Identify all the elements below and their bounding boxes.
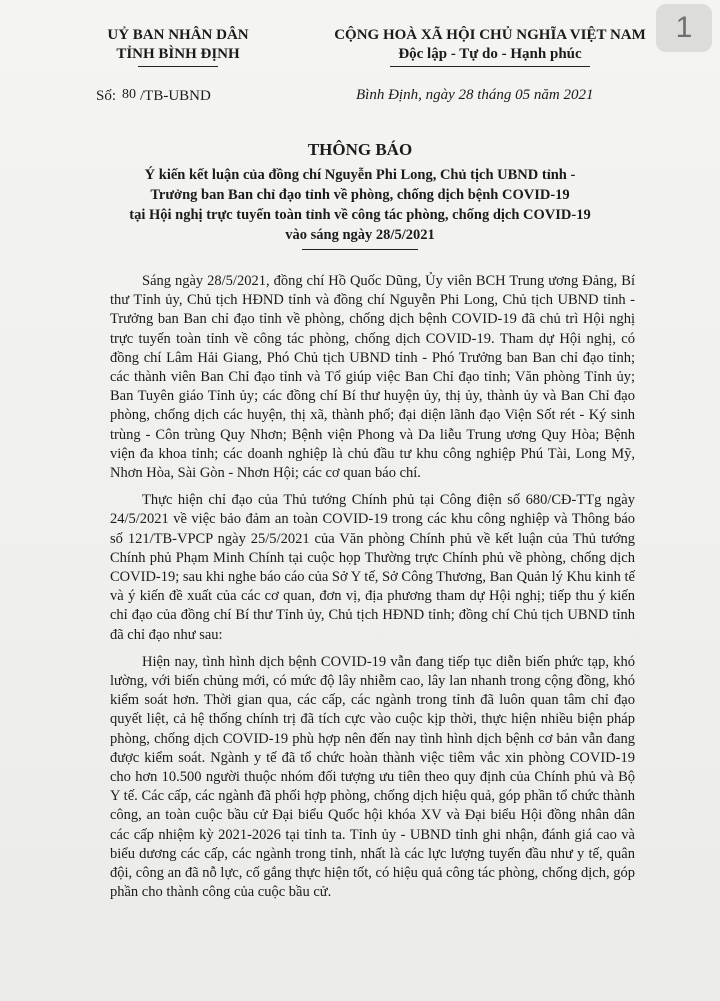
subtitle-line: Trưởng ban Ban chỉ đạo tỉnh về phòng, chống dịch bệnh COVID-19	[150, 187, 570, 203]
nation-line-2: Độc lập - Tự do - Hạnh phúc	[398, 46, 582, 62]
so-label: Số:	[96, 88, 117, 104]
document-title: THÔNG BÁO	[307, 140, 413, 159]
issuing-authority	[78, 26, 278, 67]
subtitle-line: vào sáng ngày 28/5/2021	[285, 227, 435, 243]
document-subtitle	[100, 165, 620, 250]
date-line: Bình Định, ngày 28 tháng 05 năm 2021	[356, 87, 594, 103]
national-motto	[300, 26, 680, 67]
motto-underline	[390, 66, 590, 67]
so-number: 80	[122, 87, 137, 102]
so-suffix: /TB-UBND	[140, 88, 211, 104]
subtitle-line: Ý kiến kết luận của đồng chí Nguyễn Phi Long, Chủ tịch UBND tỉnh -	[144, 167, 576, 183]
body-paragraph: Sáng ngày 28/5/2021, đồng chí Hồ Quốc Dũng, Ủy viên BCH Trung ương Đảng, Bí thư Tỉnh ủy, Chủ tịch HĐND tỉnh và đồng chí Nguyễn Phi Long, Chủ tịch UBND tỉnh - Trưởng ban Ban chỉ đạo tỉnh về phòng, chống dịch bệnh COVID-19 đã chủ trì Hội nghị trực tuyến toàn tỉnh về công tác phòng, chống dịch COVID-19. Tham dự Hội nghị, có đồng chí Lâm Hải Giang, Phó Chủ tịch UBND tỉnh - Phó Trưởng ban Ban chỉ đạo tỉnh; các thành viên Ban Chỉ đạo tỉnh và Tổ giúp việc Ban Chỉ đạo tỉnh; Văn phòng Tỉnh ủy; Ban Tuyên giáo Tỉnh ủy; các đồng chí Bí thư huyện ủy, thị ủy, thành ủy và Ban Chỉ đạo phòng, chống dịch các huyện, thị xã, thành phố; đại diện lãnh đạo Viện Sốt rét - Ký sinh trùng - Côn trùng Quy Nhơn; Bệnh viện Phong và Da liễu Trung ương Quy Hòa; Bệnh viện đa khoa tỉnh; các doanh nghiệp là chủ đầu tư khu công nghiệp Phú Tài, Long Mỹ, Nhơn Hòa, Sài Gòn - Nhơn Hội; các cơ quan báo chí.	[110, 273, 635, 482]
document-number	[96, 87, 211, 105]
document-body	[110, 272, 635, 911]
subtitle-underline	[302, 249, 418, 250]
org-line-2: TỈNH BÌNH ĐỊNH	[116, 46, 240, 62]
body-paragraph: Hiện nay, tình hình dịch bệnh COVID-19 vẫn đang tiếp tục diễn biến phức tạp, khó lường, với biến chủng mới, có mức độ lây nhiễm cao, lây lan nhanh trong cộng đồng, khó kiểm soát hơn. Thời gian qua, các cấp, các ngành trong tỉnh đã luôn quan tâm chỉ đạo quyết liệt, cả hệ thống chính trị đã tích cực vào cuộc kịp thời, thực hiện nhiều biện pháp phòng, chống dịch COVID-19 phù hợp nên đến nay tình hình dịch bệnh cơ bản vẫn đang được kiểm soát. Ngành y tế đã tổ chức hoàn thành việc tiêm vắc xin phòng COVID-19 cho hơn 10.500 người thuộc nhóm đối tượng ưu tiên theo quy định của Chính phủ và Bộ Y tế. Các cấp, các ngành đã phối hợp phòng, chống dịch hiệu quả, góp phần tổ chức thành công, an toàn cuộc bầu cử Đại biểu Quốc hội khóa XV và Đại biểu Hội đồng nhân dân các cấp nhiệm kỳ 2021-2026 tại tỉnh ta. Tỉnh ủy - UBND tỉnh ghi nhận, đánh giá cao và biểu dương các cấp, các ngành trong tỉnh, nhất là các lực lượng tuyến đầu như y tế, quân đội, công an đã nỗ lực, cố gắng thực hiện tốt, có hiệu quả công tác phòng, chống dịch, góp phần cho thành công của cuộc bầu cử.	[110, 653, 635, 901]
nation-line-1: CỘNG HOÀ XÃ HỘI CHỦ NGHĨA VIỆT NAM	[334, 27, 646, 43]
org-underline	[138, 66, 218, 67]
subtitle-line: tại Hội nghị trực tuyến toàn tỉnh về công tác phòng, chống dịch COVID-19	[129, 207, 591, 223]
org-line-1: UỶ BAN NHÂN DÂN	[107, 27, 249, 43]
page-number-badge: 1	[656, 4, 712, 52]
body-paragraph: Thực hiện chỉ đạo của Thủ tướng Chính phủ tại Công điện số 680/CĐ-TTg ngày 24/5/2021 về việc bảo đảm an toàn COVID-19 trong các khu công nghiệp và Thông báo số 121/TB-VPCP ngày 25/5/2021 của Văn phòng Chính phủ về kết luận của Thủ tướng Chính phủ Phạm Minh Chính tại cuộc họp Thường trực Chính phủ về phòng, chống dịch COVID-19; sau khi nghe báo cáo của Sở Y tế, Sở Công Thương, Ban Quản lý Khu kinh tế và ý kiến đề xuất của các cơ quan, đơn vị, địa phương tham dự Hội nghị; tiếp thu ý kiến chỉ đạo của đồng chí Bí thư Tỉnh ủy, Chủ tịch HĐND tỉnh; đồng chí Chủ tịch UBND tỉnh đã chỉ đạo như sau:	[110, 492, 635, 643]
